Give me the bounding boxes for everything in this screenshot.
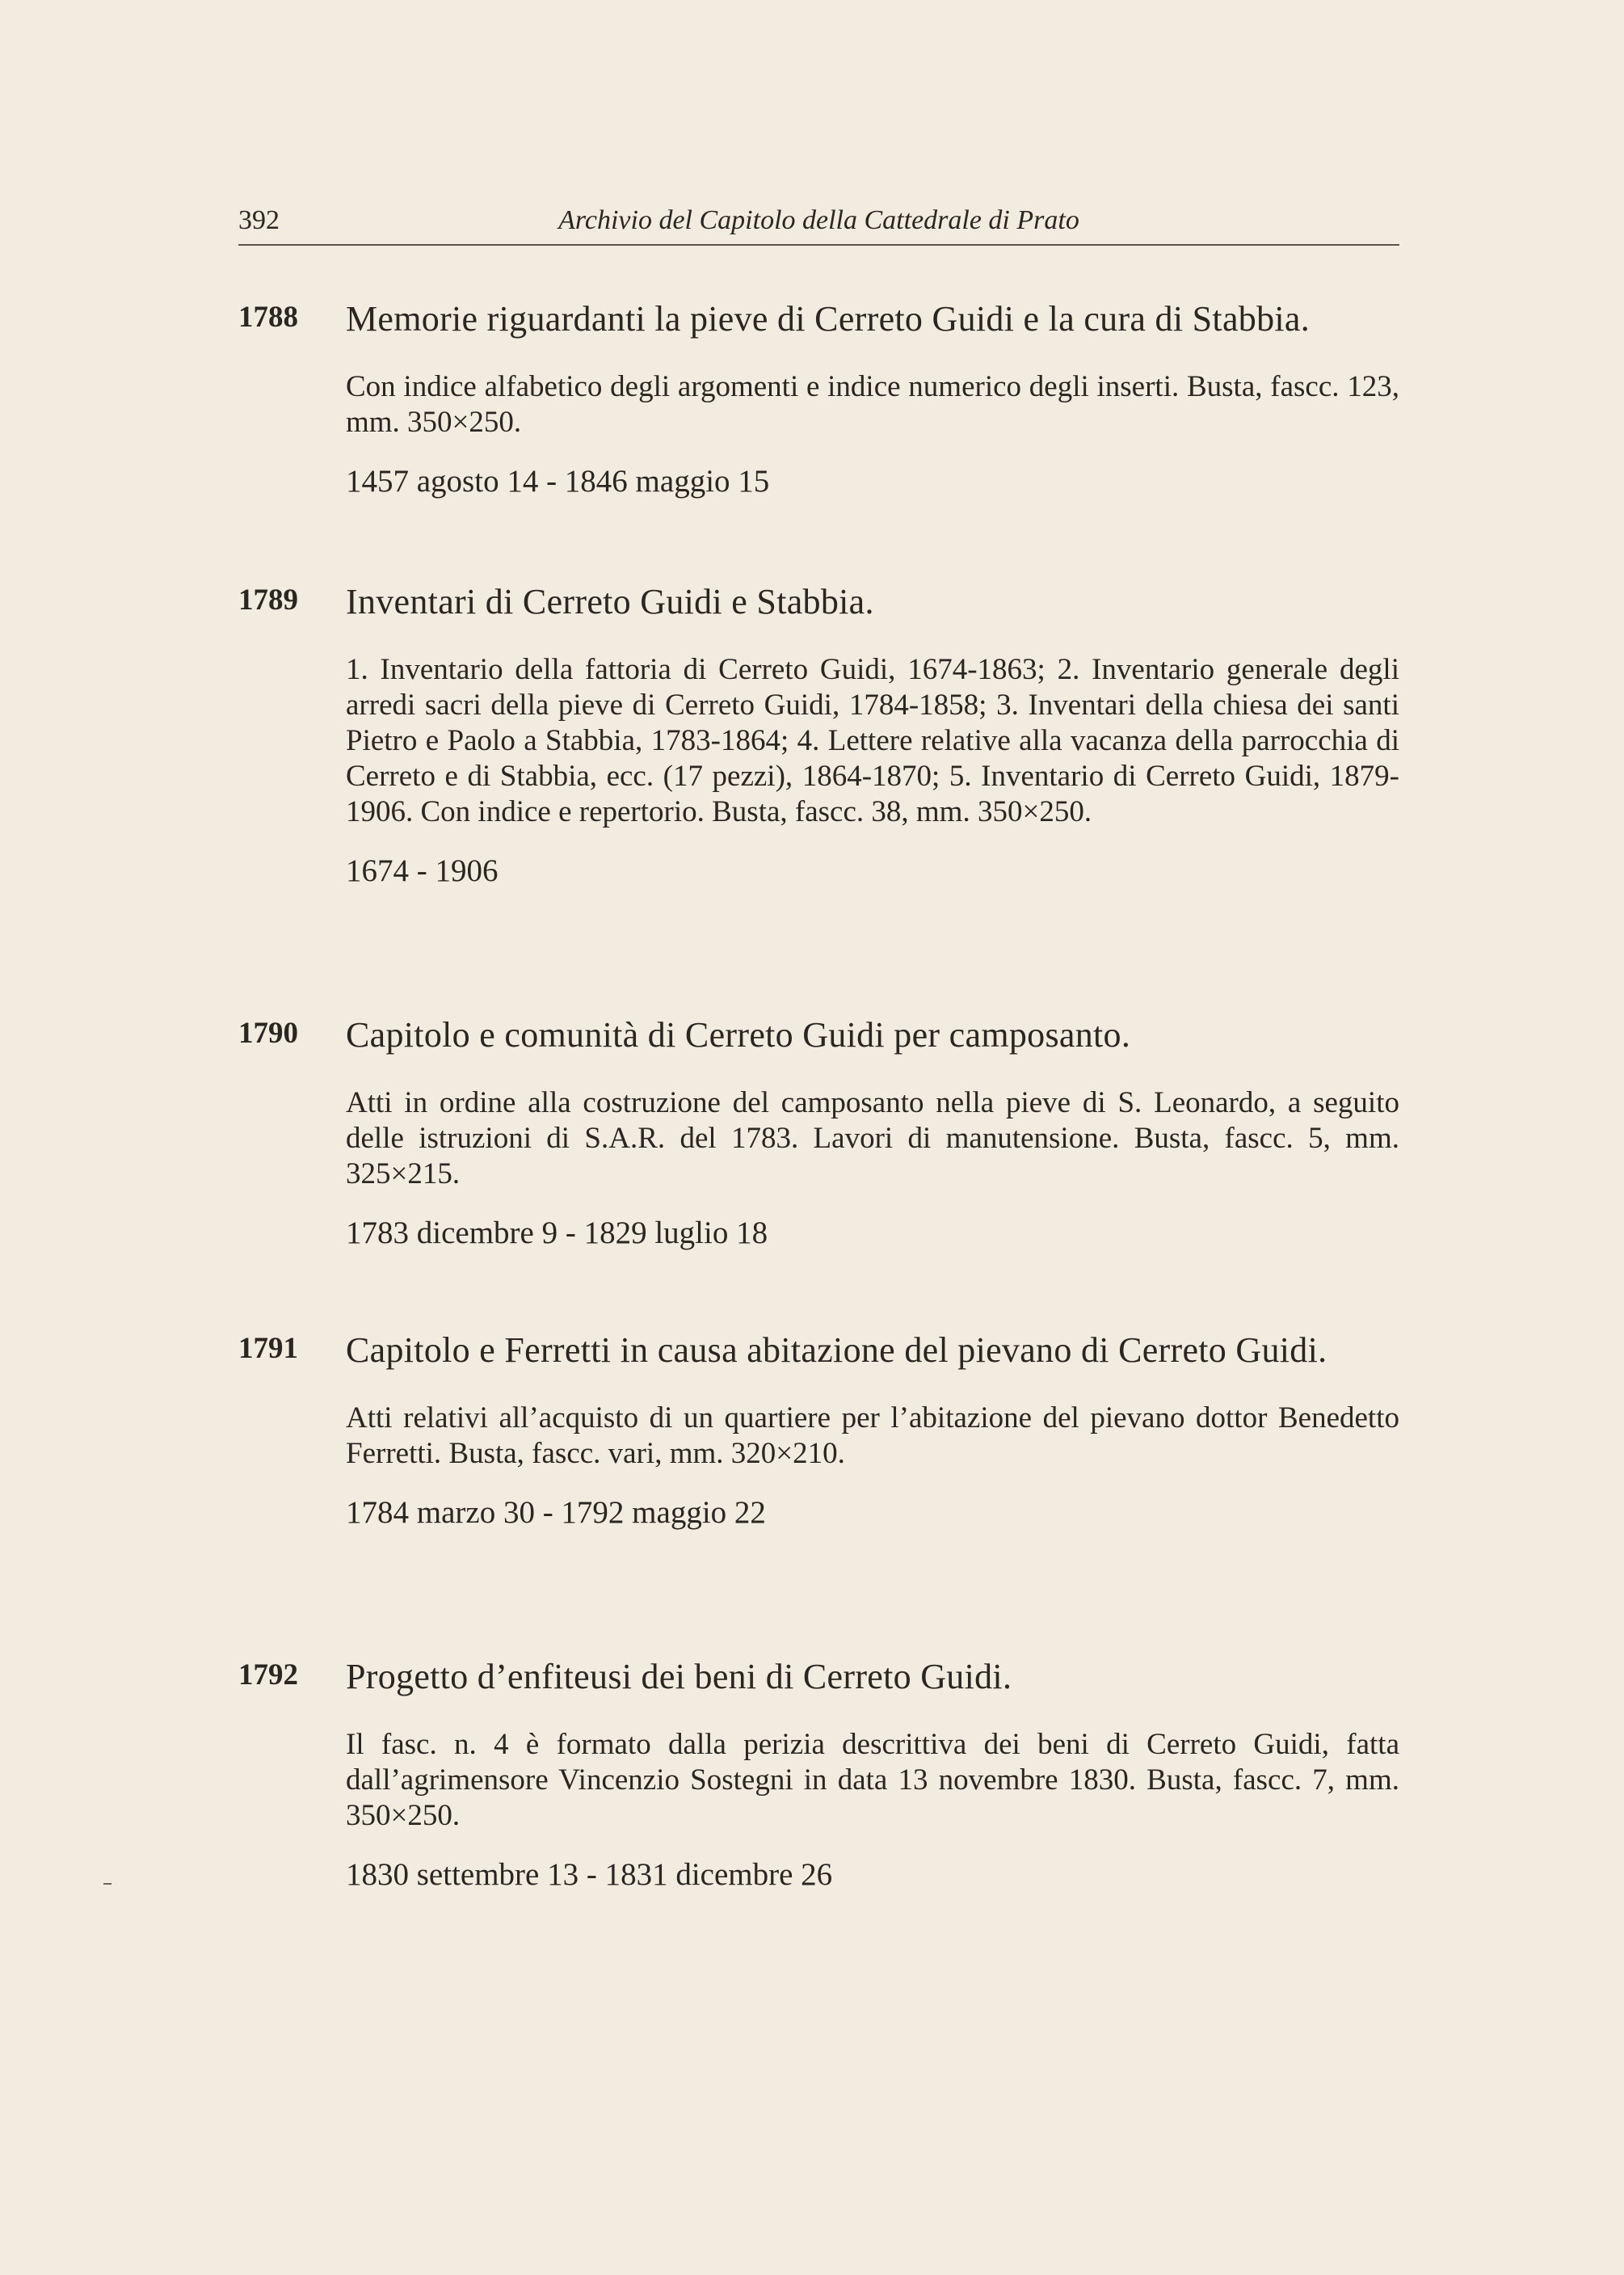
catalog-entry-1792	[238, 1654, 1399, 1894]
entry-description: Atti relativi all’acquisto di un quartiere per l’abitazione del pievano dottor Benedetto Ferretti. Busta, fascc. vari, mm. 320×210.	[346, 1401, 1399, 1470]
catalog-entry-1791	[238, 1328, 1399, 1531]
catalog-entry-1790	[238, 1013, 1399, 1252]
entry-description: Il fasc. n. 4 è formato dalla perizia descrittiva dei beni di Cerreto Guidi, fatta dall’agrimensore Vincenzio Sostegni in data 13 novembre 1830. Busta, fascc. 7, mm. 350×250.	[346, 1728, 1399, 1832]
entry-title: Capitolo e comunità di Cerreto Guidi per camposanto.	[346, 1015, 1131, 1055]
catalog-entry-1789	[238, 579, 1399, 890]
entry-description: Con indice alfabetico degli argomenti e indice numerico degli inserti. Busta, fascc. 123, mm. 350×250.	[346, 370, 1399, 439]
entry-number: 1788	[238, 301, 298, 334]
entry-date: 1830 settembre 13 - 1831 dicembre 26	[346, 1857, 833, 1892]
entry-date: 1783 dicembre 9 - 1829 luglio 18	[346, 1215, 768, 1250]
entry-title: Progetto d’enfiteusi dei beni di Cerreto Guidi.	[346, 1657, 1012, 1696]
entry-title: Capitolo e Ferretti in causa abitazione del pievano di Cerreto Guidi.	[346, 1330, 1327, 1370]
entry-title: Memorie riguardanti la pieve di Cerreto Guidi e la cura di Stabbia.	[346, 299, 1311, 339]
entry-date: 1784 marzo 30 - 1792 maggio 22	[346, 1495, 766, 1530]
entry-number: 1789	[238, 583, 298, 617]
entry-description: 1. Inventario della fattoria di Cerreto Guidi, 1674-1863; 2. Inventario generale degli arredi sacri della pieve di Cerreto Guidi, 1784-1858; 3. Inventari della chiesa dei santi Pietro e Paolo a Stabbia, 1783-1864; 4. Lettere relative alla vacanza della parrocchia di Cerreto e di Stabbia, ecc. (17 pezzi), 1864-1870; 5. Inventario di Cerreto Guidi, 1879-1906. Con indice e repertorio. Busta, fascc. 38, mm. 350×250.	[346, 653, 1399, 828]
page-number: 392	[238, 205, 280, 235]
entry-date: 1457 agosto 14 - 1846 maggio 15	[346, 464, 770, 499]
entry-number: 1792	[238, 1658, 298, 1692]
entry-date: 1674 - 1906	[346, 853, 499, 888]
page-header	[238, 200, 1399, 246]
margin-mark	[103, 1883, 111, 1885]
running-title: Archivio del Capitolo della Cattedrale di Prato	[558, 205, 1079, 235]
catalog-entry-1788	[238, 297, 1399, 500]
entry-title: Inventari di Cerreto Guidi e Stabbia.	[346, 582, 874, 621]
entry-number: 1790	[238, 1017, 298, 1050]
entry-description: Atti in ordine alla costruzione del camposanto nella pieve di S. Leonardo, a seguito delle istruzioni di S.A.R. del 1783. Lavori di manutensione. Busta, fascc. 5, mm. 325×215.	[346, 1086, 1399, 1190]
entry-number: 1791	[238, 1332, 298, 1365]
